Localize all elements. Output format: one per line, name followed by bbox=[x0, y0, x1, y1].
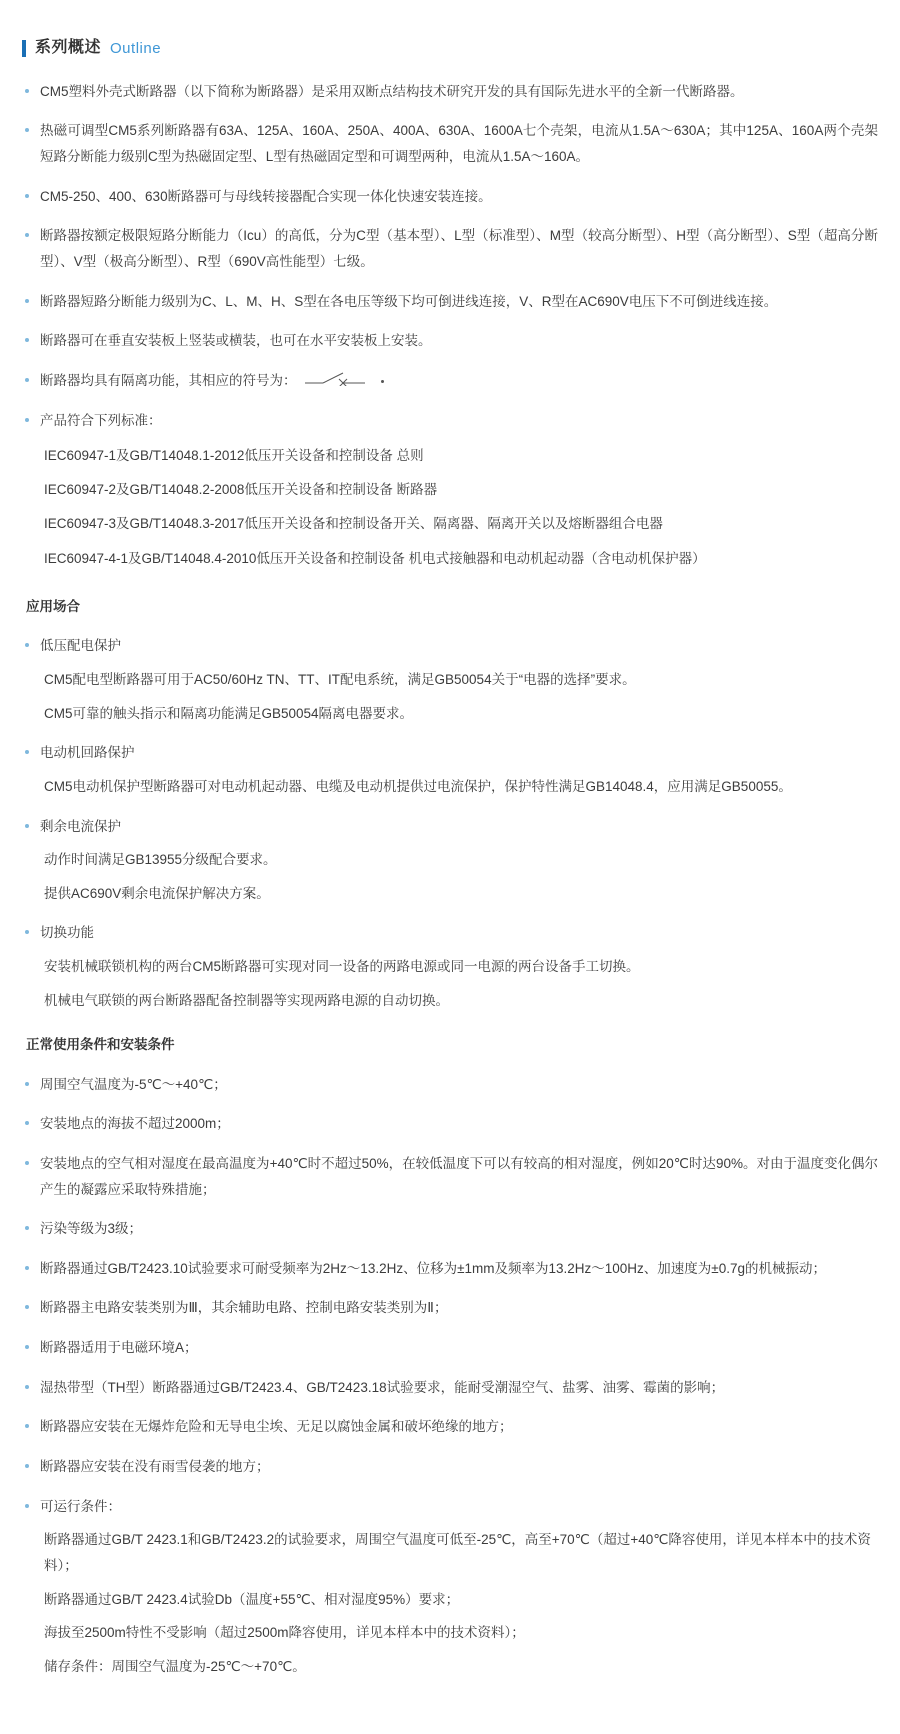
bullet-text: 断路器均具有隔离功能，其相应的符号为： bbox=[40, 372, 297, 388]
list-item bbox=[22, 1375, 878, 1401]
group-line: 安装机械联锁机构的两台CM5断路器可实现对同一设备的两路电源或同一电源的两台设备手工切换。 bbox=[44, 959, 640, 975]
list-item-isolation bbox=[22, 368, 878, 394]
applications-list bbox=[22, 633, 878, 1013]
bullet-text: 周围空气温度为-5℃～+40℃； bbox=[40, 1076, 227, 1092]
list-item bbox=[22, 920, 878, 1013]
period-dot bbox=[381, 380, 384, 383]
group-line: CM5配电型断路器可用于AC50/60Hz TN、TT、IT配电系统，满足GB50054关于“电器的选择”要求。 bbox=[44, 671, 636, 687]
bullet-text: 可运行条件： bbox=[40, 1498, 121, 1514]
condition-line: 断路器通过GB/T 2423.1和GB/T2423.2的试验要求，周围空气温度可低至-25℃，高至+70℃（超过+40℃降容使用，详见本样本中的技术资料）； bbox=[44, 1532, 871, 1573]
title-chinese: 系列概述 bbox=[35, 39, 102, 56]
bullet-text: CM5-250、400、630断路器可与母线转接器配合实现一体化快速安装连接。 bbox=[40, 188, 492, 204]
overview-bullet-list bbox=[22, 79, 878, 571]
title-accent-bar bbox=[22, 40, 26, 57]
group-line: CM5电动机保护型断路器可对电动机起动器、电缆及电动机提供过电流保护，保护特性满足GB14048.4，应用满足GB50055。 bbox=[44, 778, 792, 794]
list-item bbox=[22, 1256, 878, 1282]
conditions-list bbox=[22, 1072, 878, 1680]
condition-line: 断路器通过GB/T 2423.4试验Db（温度+55℃、相对湿度95%）要求； bbox=[44, 1591, 460, 1607]
group-line: 机械电气联锁的两台断路器配备控制器等实现两路电源的自动切换。 bbox=[44, 992, 449, 1008]
bullet-text: 安装地点的空气相对湿度在最高温度为+40℃时不超过50%，在较低温度下可以有较高的相对湿度，例如20℃时达90%。对由于温度变化偶尔产生的凝露应采取特殊措施； bbox=[40, 1155, 878, 1197]
list-item bbox=[22, 1494, 878, 1680]
bullet-text: 安装地点的海拔不超过2000m； bbox=[40, 1116, 230, 1132]
bullet-text: 断路器主电路安装类别为Ⅲ，其余辅助电路、控制电路安装类别为Ⅱ； bbox=[40, 1300, 448, 1316]
standard-line: IEC60947-2及GB/T14048.2-2008低压开关设备和控制设备 断路器 bbox=[44, 482, 438, 498]
isolation-symbol bbox=[303, 369, 367, 395]
list-item bbox=[22, 118, 878, 169]
bullet-text: 热磁可调型CM5系列断路器有63A、125A、160A、250A、400A、630A、1600A七个壳架，电流从1.5A～630A；其中125A、160A两个壳架短路分断能力级别C型为热磁固定型、L型有热磁固定型和可调型两种，电流从1.5A～160A。 bbox=[40, 123, 878, 165]
list-item bbox=[22, 223, 878, 274]
group-line: CM5可靠的触头指示和隔离功能满足GB50054隔离电器要求。 bbox=[44, 705, 414, 721]
list-item bbox=[22, 1111, 878, 1137]
group-title: 电动机回路保护 bbox=[40, 745, 135, 761]
bullet-text: 断路器短路分断能力级别为C、L、M、H、S型在各电压等级下均可倒进线连接，V、R型在AC690V电压下不可倒进线连接。 bbox=[40, 293, 778, 309]
bullet-text: 产品符合下列标准： bbox=[40, 413, 162, 429]
list-item-standards bbox=[22, 408, 878, 571]
group-title: 切换功能 bbox=[40, 925, 94, 941]
list-item bbox=[22, 1414, 878, 1440]
bullet-text: 断路器按额定极限短路分断能力（Icu）的高低，分为C型（基本型）、L型（标准型）、M型（较高分断型）、H型（高分断型）、S型（超高分断型）、V型（极高分断型）、R型（690V高性能型）七级。 bbox=[40, 228, 878, 269]
bullet-text: 断路器应安装在没有雨雪侵袭的地方； bbox=[40, 1459, 270, 1475]
standard-line: IEC60947-4-1及GB/T14048.4-2010低压开关设备和控制设备 机电式接触器和电动机起动器（含电动机保护器） bbox=[44, 550, 706, 566]
condition-line: 海拔至2500m特性不受影响（超过2500m降容使用，详见本样本中的技术资料）； bbox=[44, 1625, 525, 1641]
list-item bbox=[22, 1072, 878, 1098]
bullet-text: 污染等级为3级； bbox=[40, 1221, 143, 1237]
group-line: 动作时间满足GB13955分级配合要求。 bbox=[44, 852, 277, 868]
bullet-text: CM5塑料外壳式断路器（以下简称为断路器）是采用双断点结构技术研究开发的具有国际先进水平的全新一代断路器。 bbox=[40, 83, 744, 99]
list-item bbox=[22, 1454, 878, 1480]
list-item bbox=[22, 740, 878, 799]
page-title bbox=[22, 34, 878, 63]
title-english: Outline bbox=[110, 39, 162, 57]
standard-line: IEC60947-1及GB/T14048.1-2012低压开关设备和控制设备 总则 bbox=[44, 447, 424, 463]
applications-heading: 应用场合 bbox=[26, 599, 80, 614]
list-item bbox=[22, 328, 878, 354]
list-item bbox=[22, 184, 878, 210]
list-item bbox=[22, 1295, 878, 1321]
bullet-text: 断路器可在垂直安装板上竖装或横装，也可在水平安装板上安装。 bbox=[40, 333, 432, 349]
list-item bbox=[22, 1151, 878, 1202]
group-title: 剩余电流保护 bbox=[40, 818, 121, 834]
group-title: 低压配电保护 bbox=[40, 638, 121, 654]
list-item bbox=[22, 289, 878, 315]
list-item bbox=[22, 814, 878, 907]
condition-line: 储存条件：周围空气温度为-25℃～+70℃。 bbox=[44, 1658, 306, 1674]
list-item bbox=[22, 1216, 878, 1242]
bullet-text: 断路器通过GB/T2423.10试验要求可耐受频率为2Hz～13.2Hz、位移为±1mm及频率为13.2Hz～100Hz、加速度为±0.7g的机械振动； bbox=[40, 1260, 826, 1276]
group-line: 提供AC690V剩余电流保护解决方案。 bbox=[44, 885, 270, 901]
conditions-heading: 正常使用条件和安装条件 bbox=[26, 1037, 175, 1053]
bullet-text: 湿热带型（TH型）断路器通过GB/T2423.4、GB/T2423.18试验要求，能耐受潮湿空气、盐雾、油雾、霉菌的影响； bbox=[40, 1379, 725, 1395]
list-item bbox=[22, 633, 878, 726]
bullet-text: 断路器适用于电磁环境A； bbox=[40, 1340, 198, 1356]
standard-line: IEC60947-3及GB/T14048.3-2017低压开关设备和控制设备开关、隔离器、隔离开关以及熔断器组合电器 bbox=[44, 516, 663, 532]
list-item bbox=[22, 1335, 878, 1361]
bullet-text: 断路器应安装在无爆炸危险和无导电尘埃、无足以腐蚀金属和破坏绝缘的地方； bbox=[40, 1419, 513, 1435]
list-item bbox=[22, 79, 878, 105]
